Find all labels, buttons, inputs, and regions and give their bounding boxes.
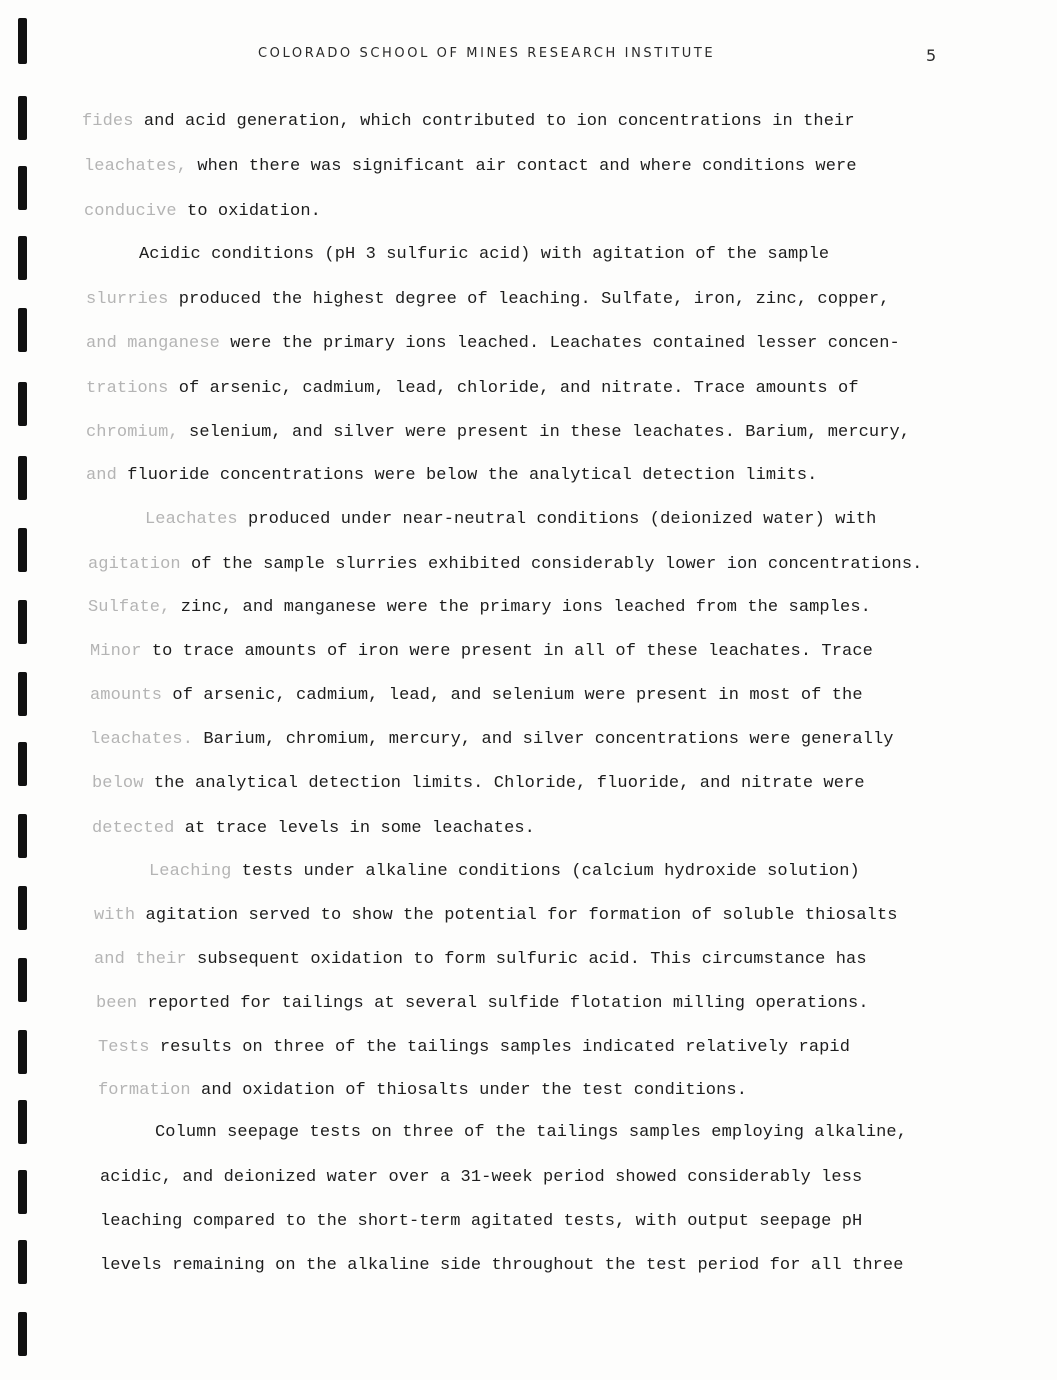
- text-line-body: Barium, chromium, mercury, and silver concentrations were generally: [193, 730, 894, 749]
- text-line-body: of the sample slurries exhibited considerably lower ion concentrations.: [180, 555, 923, 574]
- text-line: [86, 423, 910, 442]
- text-line-body: the analytical detection limits. Chloride, fluoride, and nitrate were: [143, 774, 865, 793]
- page-number: 5: [926, 46, 937, 65]
- text-line-body: results on three of the tailings samples indicated relatively rapid: [149, 1038, 851, 1057]
- text-line-faint: detected: [92, 819, 175, 838]
- text-line-body: tests under alkaline conditions (calcium hydroxide solution): [231, 862, 860, 881]
- binding-mark: [18, 1170, 27, 1214]
- binding-mark: [18, 600, 27, 644]
- text-line-body: to trace amounts of iron were present in all of these leachates. Trace: [141, 642, 873, 661]
- binding-mark: [18, 1312, 27, 1356]
- text-line-body: levels remaining on the alkaline side throughout the test period for all three: [100, 1256, 904, 1275]
- text-line-body: produced the highest degree of leaching. Sulfate, iron, zinc, copper,: [168, 290, 890, 309]
- binding-mark: [18, 1030, 27, 1074]
- binding-mark: [18, 18, 27, 64]
- text-line-faint: Leachates: [145, 510, 238, 529]
- text-line-body: acidic, and deionized water over a 31-week period showed considerably less: [100, 1168, 863, 1187]
- binding-mark: [18, 166, 27, 210]
- text-line-faint: leachates.: [90, 730, 194, 749]
- text-line-body: were the primary ions leached. Leachates contained lesser concen-: [219, 334, 900, 353]
- text-line-body: of arsenic, cadmium, lead, and selenium were present in most of the: [162, 686, 863, 705]
- text-line-body: to oxidation.: [176, 202, 321, 221]
- text-line-body: leaching compared to the short-term agitated tests, with output seepage pH: [100, 1212, 863, 1231]
- text-line: [92, 774, 865, 793]
- text-line-faint: Minor: [90, 642, 142, 661]
- binding-mark: [18, 672, 27, 716]
- text-line-body: and acid generation, which contributed to ion concentrations in their: [133, 112, 855, 131]
- text-line-faint: slurries: [86, 290, 169, 309]
- text-line-body: agitation served to show the potential for formation of soluble thiosalts: [135, 906, 898, 925]
- text-line: [139, 245, 829, 264]
- text-line: [92, 819, 535, 838]
- text-line: [88, 555, 922, 574]
- text-line-faint: with: [94, 906, 136, 925]
- text-line: [86, 379, 859, 398]
- binding-mark: [18, 96, 27, 140]
- text-line-faint: fides: [82, 112, 134, 131]
- text-line: [98, 1038, 850, 1057]
- text-line: [100, 1212, 862, 1231]
- text-line: [98, 1081, 747, 1100]
- text-line-faint: conducive: [84, 202, 177, 221]
- text-line-body: selenium, and silver were present in these leachates. Barium, mercury,: [178, 423, 911, 442]
- text-line-body: subsequent oxidation to form sulfuric acid. This circumstance has: [186, 950, 867, 969]
- text-line-faint: and their: [94, 950, 187, 969]
- text-line: [100, 1256, 904, 1275]
- text-line-faint: and manganese: [86, 334, 220, 353]
- text-line-faint: and: [86, 466, 117, 485]
- text-line: [84, 202, 321, 221]
- binding-mark: [18, 814, 27, 858]
- text-line-faint: trations: [86, 379, 169, 398]
- text-line-faint: formation: [98, 1081, 191, 1100]
- text-line-body: zinc, and manganese were the primary ions leached from the samples.: [170, 598, 871, 617]
- binding-mark: [18, 456, 27, 500]
- text-line: [90, 730, 894, 749]
- text-line: [96, 994, 869, 1013]
- text-line-faint: agitation: [88, 555, 181, 574]
- binding-mark: [18, 1100, 27, 1144]
- binding-mark: [18, 236, 27, 280]
- text-line-body: Column seepage tests on three of the tailings samples employing alkaline,: [155, 1123, 908, 1142]
- text-line: [90, 642, 873, 661]
- text-line-faint: below: [92, 774, 144, 793]
- binding-mark: [18, 382, 27, 426]
- text-line-faint: Leaching: [149, 862, 232, 881]
- text-line-body: at trace levels in some leachates.: [174, 819, 535, 838]
- text-line: [94, 950, 867, 969]
- binding-mark: [18, 528, 27, 572]
- binding-mark: [18, 1240, 27, 1284]
- text-line: [155, 1123, 907, 1142]
- text-line: [149, 862, 860, 881]
- text-line-body: Acidic conditions (pH 3 sulfuric acid) with agitation of the sample: [139, 245, 830, 264]
- text-line: [82, 112, 855, 131]
- page-header: COLORADO SCHOOL OF MINES RESEARCH INSTITUTE: [258, 46, 716, 61]
- text-line-body: of arsenic, cadmium, lead, chloride, and nitrate. Trace amounts of: [168, 379, 859, 398]
- text-line-body: reported for tailings at several sulfide flotation milling operations.: [137, 994, 869, 1013]
- binding-mark: [18, 886, 27, 930]
- text-line: [100, 1168, 862, 1187]
- text-line-body: and oxidation of thiosalts under the test conditions.: [190, 1081, 748, 1100]
- text-line-faint: been: [96, 994, 138, 1013]
- text-line-body: when there was significant air contact and where conditions were: [187, 157, 857, 176]
- text-line-faint: Sulfate,: [88, 598, 171, 617]
- text-line-faint: Tests: [98, 1038, 150, 1057]
- text-line-body: produced under near-neutral conditions (deionized water) with: [237, 510, 877, 529]
- text-line-faint: amounts: [90, 686, 163, 705]
- text-line: [84, 157, 857, 176]
- text-line-faint: chromium,: [86, 423, 179, 442]
- text-line: [94, 906, 898, 925]
- binding-mark: [18, 958, 27, 1002]
- text-line-faint: leachates,: [84, 157, 188, 176]
- binding-mark: [18, 742, 27, 786]
- text-line: [86, 290, 890, 309]
- text-line: [86, 334, 900, 353]
- binding-mark: [18, 308, 27, 352]
- text-line: [86, 466, 817, 485]
- text-line-body: fluoride concentrations were below the analytical detection limits.: [116, 466, 818, 485]
- text-line: [88, 598, 871, 617]
- text-line: [145, 510, 876, 529]
- text-line: [90, 686, 863, 705]
